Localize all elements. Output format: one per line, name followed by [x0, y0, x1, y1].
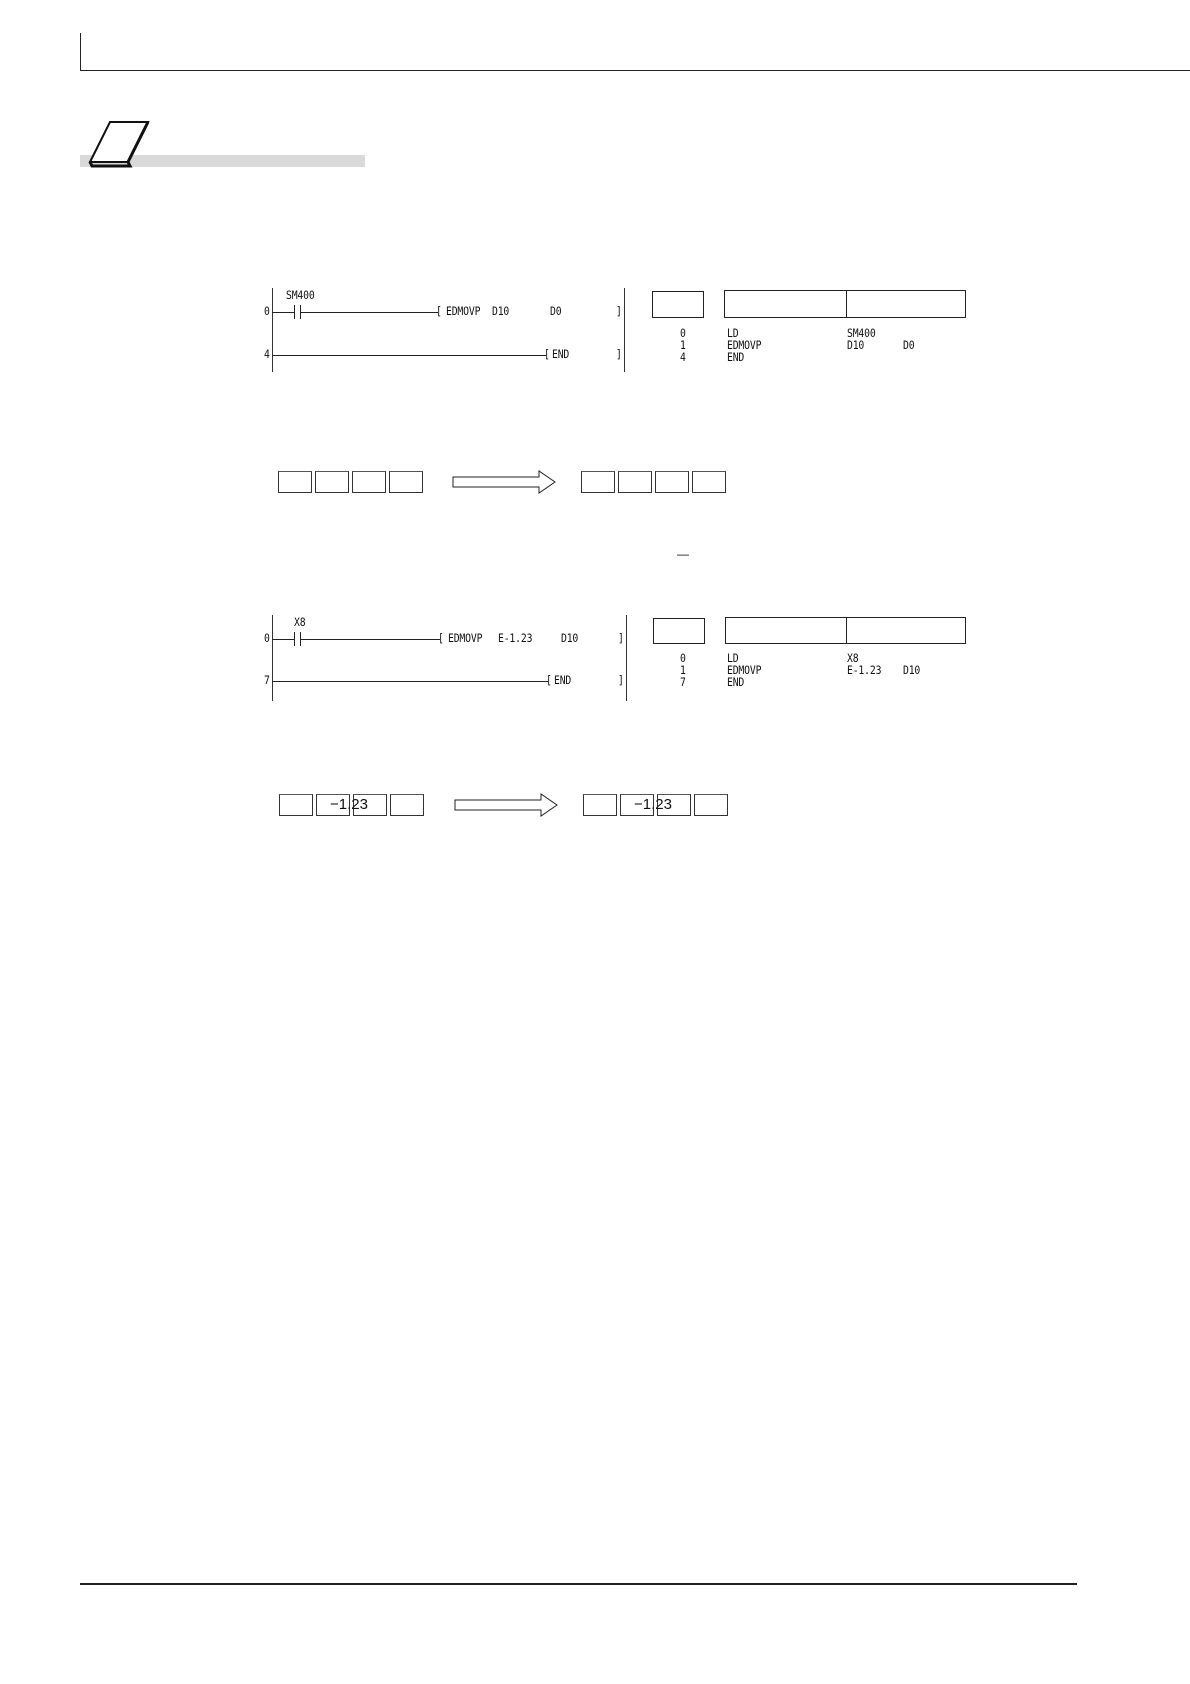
source-cell: [279, 794, 313, 816]
rung-line: [300, 312, 438, 313]
note-icon: [82, 118, 152, 168]
contact-label: SM400: [286, 288, 315, 302]
dest-cell: [618, 471, 652, 493]
dash-mark: —: [677, 547, 689, 561]
transfer-arrow-icon: [453, 793, 563, 817]
rung-line: [272, 355, 546, 356]
dest-cell: [692, 471, 726, 493]
list-header-divider: [846, 290, 847, 318]
right-power-rail: [624, 288, 625, 372]
list-step: 1: [680, 338, 686, 352]
rung-line: [272, 639, 294, 640]
end-label: END: [554, 673, 572, 687]
example1-transfer: [275, 468, 735, 496]
bracket-close: ]: [616, 347, 622, 361]
list-operand: D10: [903, 663, 921, 677]
left-power-rail: [272, 288, 273, 372]
list-header-box-step: [653, 618, 705, 644]
rung-line: [300, 639, 440, 640]
list-operand: D10: [847, 338, 865, 352]
footer-rule: [80, 1583, 1077, 1585]
contact-label: X8: [294, 615, 306, 629]
list-instruction: EDMOVP: [727, 338, 762, 352]
section-header: [80, 118, 370, 170]
dest-cell: [581, 471, 615, 493]
operand-label: D0: [550, 304, 562, 318]
instruction-label: EDMOVP: [446, 304, 481, 318]
rung-line: [272, 681, 548, 682]
example2-ladder: [260, 612, 640, 704]
list-step: 0: [680, 651, 686, 665]
source-cell: [390, 794, 424, 816]
list-step: 4: [680, 350, 686, 364]
example1-list: [650, 290, 970, 370]
bracket-open: [: [436, 304, 442, 318]
page-top-rule: [80, 70, 1190, 71]
list-instruction: END: [727, 350, 745, 364]
list-step: 0: [680, 326, 686, 340]
page-left-rule: [80, 33, 81, 70]
list-operand: D0: [903, 338, 915, 352]
step-number: 0: [264, 304, 270, 318]
list-operand: X8: [847, 651, 859, 665]
list-step: 1: [680, 663, 686, 677]
transfer-arrow-icon: [451, 470, 561, 494]
contact-bar-left: [294, 632, 295, 646]
list-operand: SM400: [847, 326, 876, 340]
example1-ladder: [260, 285, 640, 375]
dest-value: −1.23: [634, 796, 672, 813]
left-power-rail: [272, 615, 273, 701]
dest-cell: [583, 794, 617, 816]
dest-cell: [655, 471, 689, 493]
bracket-close: ]: [616, 304, 622, 318]
operand-label: E-1.23: [498, 631, 533, 645]
bracket-close: ]: [618, 631, 624, 645]
contact-bar-left: [294, 305, 295, 319]
list-operand: E-1.23: [847, 663, 882, 677]
source-value: −1.23: [330, 796, 368, 813]
source-cell: [389, 471, 423, 493]
list-instruction: LD: [727, 651, 739, 665]
dest-cell: [694, 794, 728, 816]
list-step: 7: [680, 675, 686, 689]
step-number: 7: [264, 673, 270, 687]
step-number: 4: [264, 347, 270, 361]
operand-label: D10: [492, 304, 510, 318]
list-instruction: EDMOVP: [727, 663, 762, 677]
list-header-box-step: [652, 291, 704, 318]
instruction-label: EDMOVP: [448, 631, 483, 645]
source-cell: [352, 471, 386, 493]
right-power-rail: [626, 615, 627, 701]
example2-transfer: [275, 791, 735, 819]
rung-line: [272, 312, 294, 313]
bracket-open: [: [544, 347, 550, 361]
bracket-close: ]: [618, 673, 624, 687]
step-number: 0: [264, 631, 270, 645]
operand-label: D10: [561, 631, 579, 645]
list-instruction: LD: [727, 326, 739, 340]
source-cell: [278, 471, 312, 493]
end-label: END: [552, 347, 570, 361]
list-header-divider: [846, 617, 847, 644]
list-instruction: END: [727, 675, 745, 689]
bracket-open: [: [546, 673, 552, 687]
bracket-open: [: [438, 631, 444, 645]
example2-list: [650, 616, 970, 696]
source-cell: [315, 471, 349, 493]
list-header-box-instruction: [724, 290, 966, 318]
